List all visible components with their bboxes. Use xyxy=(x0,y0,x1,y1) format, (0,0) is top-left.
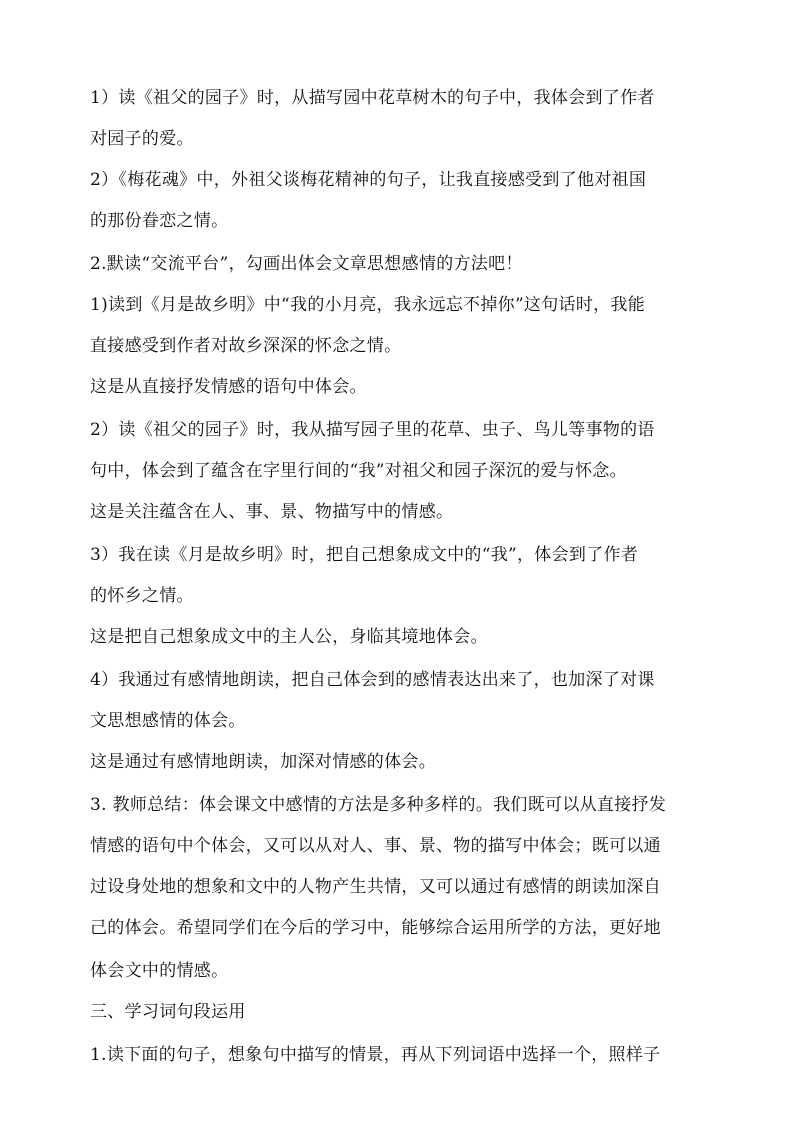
text-line: 1)读到《月是故乡明》中“我的小月亮，我永远忘不掉你”这句话时，我能 xyxy=(90,295,646,315)
text-line: 这是通过有感情地朗读，加深对情感的体会。 xyxy=(90,752,436,772)
text-line: 对园子的爱。 xyxy=(90,129,194,149)
text-line: 过设身处地的想象和文中的人物产生共情，又可以通过有感情的朗读加深自 xyxy=(90,877,661,897)
text-line: 的那份眷恋之情。 xyxy=(90,211,229,231)
text-line: 句中，体会到了蕴含在字里行间的“我”对祖父和园子深沉的爱与怀念。 xyxy=(90,461,627,481)
text-line: 4）我通过有感情地朗读，把自己体会到的感情表达出来了，也加深了对课 xyxy=(90,670,655,690)
text-line: 文思想感情的体会。 xyxy=(90,711,246,731)
text-line: 2）读《祖父的园子》时，我从描写园子里的花草、虫子、鸟儿等事物的语 xyxy=(90,420,655,440)
section-heading: 三、学习词句段运用 xyxy=(90,1002,246,1022)
text-line: 这是关注蕴含在人、事、景、物描写中的情感。 xyxy=(90,502,454,522)
text-line: 直接感受到作者对故乡深深的怀念之情。 xyxy=(90,336,402,356)
text-line: 2.默读“交流平台”，勾画出体会文章思想感情的方法吧！ xyxy=(90,254,523,274)
text-line: 体会文中的情感。 xyxy=(90,961,229,981)
text-line: 2）《梅花魂》中，外祖父谈梅花精神的句子，让我直接感受到了他对祖国 xyxy=(90,170,647,190)
text-line: 1）读《祖父的园子》时，从描写园中花草树木的句子中，我体会到了作者 xyxy=(90,88,655,108)
text-line: 的怀乡之情。 xyxy=(90,586,194,606)
text-line: 1.读下面的句子，想象句中描写的情景，再从下列词语中选择一个，照样子 xyxy=(90,1045,661,1065)
text-line: 3. 教师总结：体会课文中感情的方法是多种多样的。我们既可以从直接抒发 xyxy=(90,795,667,815)
text-line: 这是从直接抒发情感的语句中体会。 xyxy=(90,377,367,397)
text-line: 3）我在读《月是故乡明》时，把自己想象成文中的“我”，体会到了作者 xyxy=(90,545,639,565)
text-line: 这是把自己想象成文中的主人公，身临其境地体会。 xyxy=(90,627,488,647)
text-line: 己的体会。希望同学们在今后的学习中，能够综合运用所学的方法，更好地 xyxy=(90,918,661,938)
text-line: 情感的语句中个体会，又可以从对人、事、景、物的描写中体会；既可以通 xyxy=(90,836,661,856)
